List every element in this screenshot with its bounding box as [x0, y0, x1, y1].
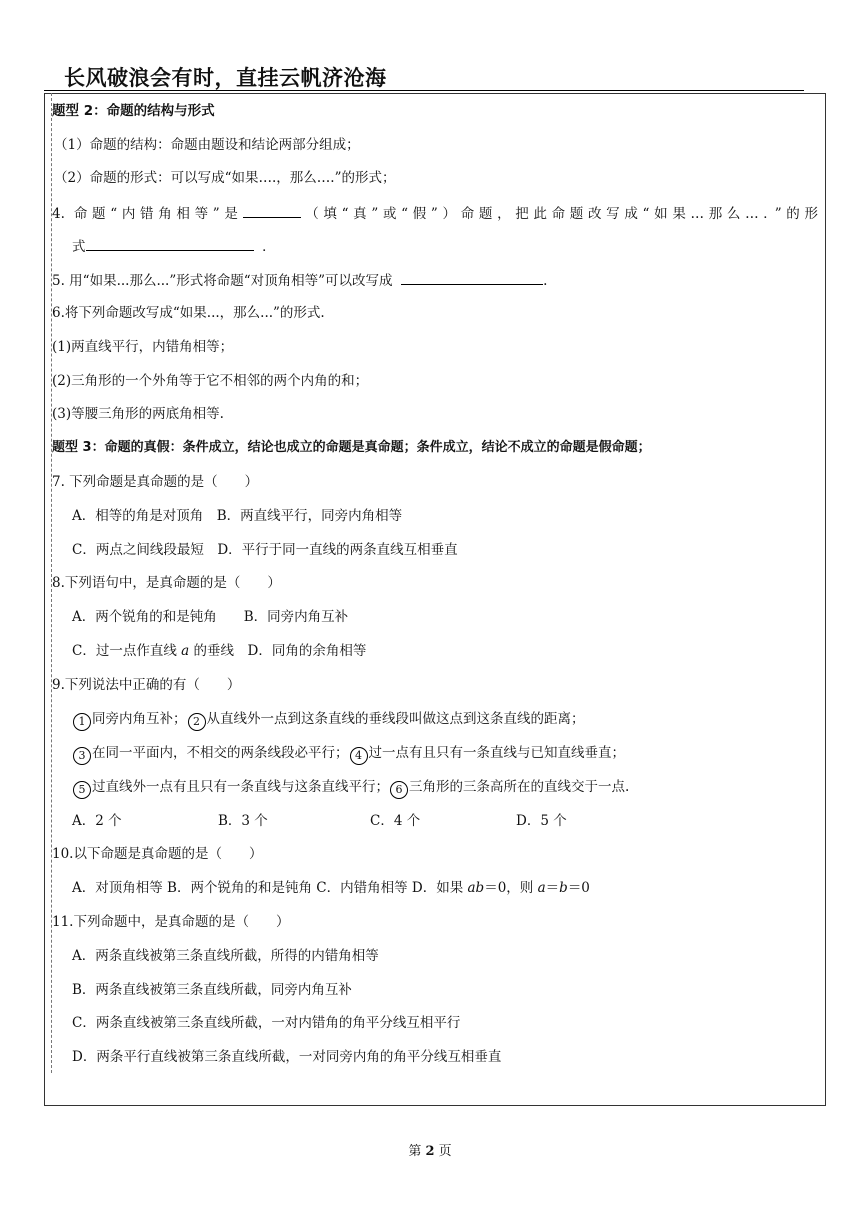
- question-6-stem: 6.将下列命题改写成“如果...，那么...”的形式.: [52, 305, 325, 321]
- q9-statement-1: 同旁内角互补；: [92, 711, 187, 727]
- q4-blank-1: [243, 203, 301, 218]
- question-4: [52, 203, 818, 223]
- q10-eq-1: ＝: [545, 880, 560, 896]
- q10-var-ab: ab: [467, 880, 485, 896]
- q10-options-text: A．对顶角相等 B．两个锐角的和是钝角 C．内错角相等 D．如果: [72, 880, 464, 896]
- question-8-stem: 8.下列语句中，是真命题的是（ ）: [52, 575, 281, 591]
- question-10-stem: 10.以下命题是真命题的是（ ）: [52, 846, 263, 862]
- q10-var-b: b: [559, 880, 568, 896]
- q7-options-row-1: A．相等的角是对顶角 B．两直线平行，同旁内角相等: [72, 508, 403, 524]
- q9-statement-5: 过直线外一点有且只有一条直线与这条直线平行；: [92, 779, 389, 795]
- circled-number-1: 1: [73, 713, 91, 731]
- q8-options-row-2: [72, 642, 366, 660]
- q10-eq-2: ＝0: [567, 880, 590, 896]
- q9-statements-row-2: [72, 744, 625, 765]
- q9-statement-4: 过一点有且只有一条直线与已知直线垂直；: [368, 745, 625, 761]
- circled-number-2: 2: [188, 713, 206, 731]
- q4-text-b: （填“真”或“假”）命题，把此命题改写成“如果…那么…．”的形: [300, 206, 818, 222]
- q6-item-1: (1)两直线平行，内错角相等；: [52, 339, 234, 355]
- section-type2-title: 题型 2：命题的结构与形式: [52, 103, 215, 119]
- question-9-stem: 9.下列说法中正确的有（ ）: [52, 677, 241, 693]
- q9-option-b: B．3 个: [218, 813, 268, 829]
- header-underline: [44, 90, 804, 91]
- q8-row2-a: C．过一点作直线: [72, 643, 177, 659]
- q9-statement-3: 在同一平面内，不相交的两条线段必平行；: [92, 745, 349, 761]
- q4-text-c: 式: [72, 239, 86, 255]
- q8-options-row-1: A．两个锐角的和是钝角 B．同旁内角互补: [72, 609, 349, 625]
- q11-option-a: A．两条直线被第三条直线所截，所得的内错角相等: [72, 948, 379, 964]
- q10-options: [72, 879, 590, 897]
- type2-point-2: （2）命题的形式：可以写成“如果….，那么….”的形式；: [54, 170, 396, 186]
- q5-text: 5. 用“如果...那么...”形式将命题“对顶角相等”可以改写成: [52, 273, 393, 289]
- question-5: [52, 270, 547, 290]
- q4-text-a: 4. 命题“内错角相等”是: [52, 206, 243, 222]
- q6-item-2: (2)三角形的一个外角等于它不相邻的两个内角的和；: [52, 373, 369, 389]
- q9-option-d: D．5 个: [516, 813, 567, 829]
- q7-options-row-2: C．两点之间线段最短 D．平行于同一直线的两条直线互相垂直: [72, 542, 458, 558]
- q10-var-a: a: [537, 880, 546, 896]
- circled-number-4: 4: [350, 747, 368, 765]
- section-type3-title: 题型 3：命题的真假：条件成立，结论也成立的命题是真命题；条件成立，结论不成立的命题是假命题；: [52, 440, 651, 455]
- q9-statement-2: 从直线外一点到这条直线的垂线段叫做这点到这条直线的距离；: [206, 711, 585, 727]
- q4-blank-2: [86, 236, 254, 251]
- page-footer: [0, 1140, 860, 1159]
- footer-suffix: 页: [438, 1144, 452, 1159]
- q11-option-d: D．两条平行直线被第三条直线所截，一对同旁内角的角平分线互相垂直: [72, 1049, 502, 1065]
- question-11-stem: 11.下列命题中，是真命题的是（ ）: [52, 914, 290, 930]
- q10-eq-0: ＝0，则: [484, 880, 534, 896]
- circled-number-3: 3: [73, 747, 91, 765]
- type2-point-1: （1）命题的结构：命题由题设和结论两部分组成；: [54, 137, 360, 153]
- page-header-title: 长风破浪会有时，直挂云帆济沧海: [64, 66, 387, 90]
- q9-statements-row-1: [72, 710, 585, 731]
- q6-item-3: (3)等腰三角形的两底角相等.: [52, 406, 224, 422]
- q5-end: .: [543, 273, 548, 289]
- q9-options: [72, 812, 567, 830]
- q11-option-c: C．两条直线被第三条直线所截，一对内错角的角平分线互相平行: [72, 1015, 461, 1031]
- q8-variable-a: a: [181, 643, 190, 659]
- q5-blank: [401, 270, 543, 285]
- question-7-stem: 7. 下列命题是真命题的是（ ）: [52, 474, 259, 490]
- q11-option-b: B．两条直线被第三条直线所截，同旁内角互补: [72, 982, 352, 998]
- q9-option-a: A．2 个: [72, 813, 122, 829]
- q9-option-c: C．4 个: [370, 813, 421, 829]
- circled-number-5: 5: [73, 781, 91, 799]
- question-4-cont: [72, 236, 276, 256]
- q9-statement-6: 三角形的三条高所在的直线交于一点.: [409, 779, 630, 795]
- circled-number-6: 6: [390, 781, 408, 799]
- q8-row2-b: 的垂线 D．同角的余角相等: [193, 643, 367, 659]
- page-number: 2: [425, 1144, 435, 1159]
- footer-prefix: 第: [408, 1144, 422, 1159]
- q9-statements-row-3: [72, 778, 629, 799]
- q4-text-d: ．: [262, 239, 276, 255]
